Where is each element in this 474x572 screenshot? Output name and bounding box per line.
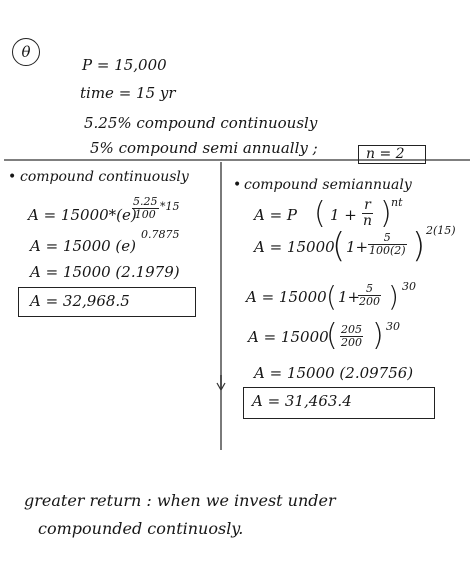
- left-eq1-exp-den: 100: [134, 207, 156, 221]
- question-marker: θ: [12, 38, 40, 66]
- right-eq3-exponent: 30: [402, 280, 416, 293]
- right-eq2-num: 5: [368, 232, 407, 245]
- right-eq1-one-plus: 1 +: [330, 206, 357, 224]
- right-eq1-fraction: [362, 198, 373, 228]
- right-eq2-lhs: A = 15000: [254, 238, 335, 256]
- right-eq4-lhs: A = 15000: [248, 328, 329, 346]
- right-eq3-fraction: [358, 283, 381, 307]
- right-eq3-one-plus: 1+: [338, 288, 361, 306]
- right-eq4-open-paren: (: [326, 318, 338, 353]
- right-eq3-lhs: A = 15000: [246, 288, 327, 306]
- right-eq2-close-paren: ): [412, 226, 426, 266]
- right-eq4-num: 205: [341, 323, 362, 336]
- right-eq2-one-plus: 1+: [346, 238, 369, 256]
- right-eq4-exponent: 30: [386, 320, 400, 333]
- left-eq1-exp-tail: *15: [160, 200, 180, 213]
- right-eq2-exponent: 2(15): [426, 224, 456, 237]
- right-eq3-close-paren: ): [388, 280, 399, 313]
- conclusion-line2: compounded continuosly.: [38, 519, 244, 538]
- left-eq1: A = 15000*(e): [28, 206, 137, 224]
- right-eq4-fraction: [340, 324, 363, 348]
- principal-text: P = 15,000: [82, 56, 167, 74]
- right-eq1-num: r: [362, 198, 373, 214]
- time-text: time = 15 yr: [80, 84, 176, 102]
- right-eq1-den: n: [363, 212, 373, 229]
- right-eq3-den: 200: [359, 294, 380, 308]
- right-eq2-den: 100(2): [369, 243, 406, 257]
- right-bullet: •: [233, 177, 242, 193]
- right-eq1-close-paren: ): [380, 196, 392, 231]
- right-eq1-lhs: A = P: [254, 206, 298, 224]
- left-title: compound continuously: [20, 169, 189, 185]
- left-eq2: A = 15000 (e): [30, 237, 137, 255]
- left-bullet: •: [8, 169, 17, 185]
- right-eq3-open-paren: (: [326, 280, 337, 313]
- left-eq2-exponent: 0.7875: [141, 228, 180, 241]
- left-eq1-exp-num: 5.25: [133, 195, 158, 208]
- conclusion-line1: greater return : when we invest under: [24, 491, 336, 510]
- rate-continuous-text: 5.25% compound continuously: [84, 114, 318, 132]
- right-eq2-fraction: [368, 232, 407, 256]
- right-eq5: A = 15000 (2.09756): [254, 364, 414, 382]
- right-eq4-den: 200: [341, 335, 362, 349]
- n-value-text: n = 2: [366, 146, 405, 162]
- right-eq1-open-paren: (: [314, 196, 326, 231]
- left-eq3: A = 15000 (2.1979): [30, 263, 180, 281]
- left-result: A = 32,968.5: [30, 292, 130, 310]
- right-eq3-num: 5: [358, 283, 381, 296]
- right-eq1-exponent: nt: [391, 196, 403, 209]
- left-eq1-exponent-fraction: [132, 196, 159, 220]
- rate-semiannual-text: 5% compound semi annually ;: [90, 139, 318, 157]
- right-eq2-open-paren: (: [332, 226, 346, 266]
- right-eq4-close-paren: ): [372, 318, 384, 353]
- right-result: A = 31,463.4: [252, 392, 352, 410]
- right-title: compound semiannualy: [244, 177, 412, 193]
